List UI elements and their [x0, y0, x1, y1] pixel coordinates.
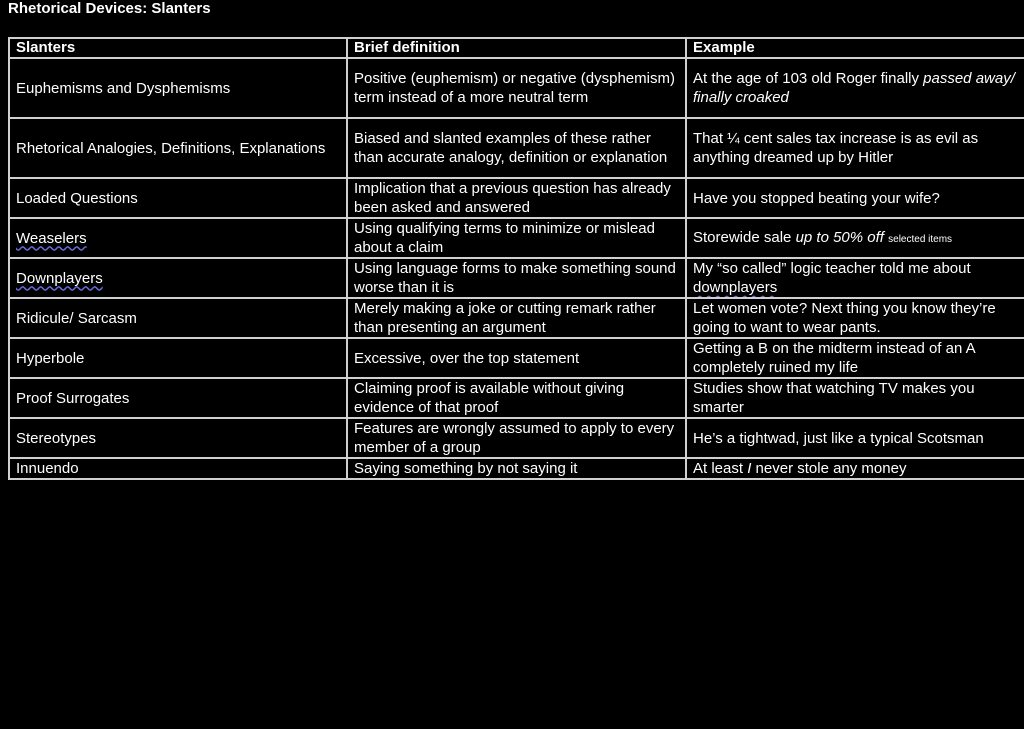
slanter-name-text: Downplayers — [16, 269, 103, 287]
table-row — [9, 118, 1024, 178]
slanter-example — [686, 258, 1024, 298]
slanter-definition: Implication that a previous question has already been asked and answered — [347, 178, 686, 218]
example-italic-text: up to 50% off — [795, 228, 884, 246]
slanter-name: Loaded Questions — [9, 178, 347, 218]
slanters-table — [8, 37, 1024, 480]
slanter-example: He’s a tightwad, just like a typical Scotsman — [686, 418, 1024, 458]
slanter-example — [686, 58, 1024, 118]
example-text-end: never stole any money — [751, 460, 907, 477]
slanter-name: Innuendo — [9, 458, 347, 479]
slanter-name: Proof Surrogates — [9, 378, 347, 418]
slanter-definition: Excessive, over the top statement — [347, 338, 686, 378]
slanter-name — [9, 218, 347, 258]
example-text: My “so called” logic teacher told me about — [693, 260, 971, 277]
example-text: Storewide sale — [693, 228, 796, 246]
column-header-example: Example — [686, 38, 1024, 58]
slanter-name-text: Weaselers — [16, 229, 87, 247]
slanter-name: Ridicule/ Sarcasm — [9, 298, 347, 338]
example-italic-text: I — [747, 460, 752, 477]
page-title: Rhetorical Devices: Slanters — [8, 0, 211, 17]
table-row — [9, 418, 1024, 458]
slanter-name: Hyperbole — [9, 338, 347, 378]
slanter-definition: Biased and slanted examples of these rather than accurate analogy, definition or explanation — [347, 118, 686, 178]
slanter-example: Have you stopped beating your wife? — [686, 178, 1024, 218]
column-header-definition: Brief definition — [347, 38, 686, 58]
slanter-example: Let women vote? Next thing you know they’re going to want to wear pants. — [686, 298, 1024, 338]
table-row — [9, 378, 1024, 418]
table-row — [9, 218, 1024, 258]
table-row — [9, 338, 1024, 378]
slanter-name: Rhetorical Analogies, Definitions, Explanations — [9, 118, 347, 178]
table-row — [9, 458, 1024, 479]
slanter-definition: Saying something by not saying it — [347, 458, 686, 479]
table-row — [9, 258, 1024, 298]
example-squiggle-text: downplayers — [693, 279, 778, 296]
slanter-example: That ¼ cent sales tax increase is as evil as anything dreamed up by Hitler — [686, 118, 1024, 178]
example-italic-text: passed away/ finally croaked — [693, 70, 1015, 106]
table-row — [9, 298, 1024, 338]
example-text: At least — [693, 460, 748, 477]
slanter-name: Euphemisms and Dysphemisms — [9, 58, 347, 118]
slanter-example: Getting a B on the midterm instead of an A completely ruined my life — [686, 338, 1024, 378]
slanter-name — [9, 258, 347, 298]
slanter-definition: Using qualifying terms to minimize or mislead about a claim — [347, 218, 686, 258]
slanter-example — [686, 218, 1024, 258]
slanter-definition: Using language forms to make something sound worse than it is — [347, 258, 686, 298]
slanter-definition: Features are wrongly assumed to apply to every member of a group — [347, 418, 686, 458]
slanter-example — [686, 458, 1024, 479]
column-header-slanters: Slanters — [9, 38, 347, 58]
slanter-definition: Merely making a joke or cutting remark rather than presenting an argument — [347, 298, 686, 338]
slanter-name: Stereotypes — [9, 418, 347, 458]
example-small-text: selected items — [888, 233, 953, 245]
table-row — [9, 58, 1024, 118]
slanter-example: Studies show that watching TV makes you smarter — [686, 378, 1024, 418]
example-text: At the age of 103 old Roger finally — [693, 70, 924, 87]
table-row — [9, 178, 1024, 218]
slanter-definition: Positive (euphemism) or negative (dysphemism) term instead of a more neutral term — [347, 58, 686, 118]
slanter-definition: Claiming proof is available without giving evidence of that proof — [347, 378, 686, 418]
table-header-row — [9, 38, 1024, 58]
